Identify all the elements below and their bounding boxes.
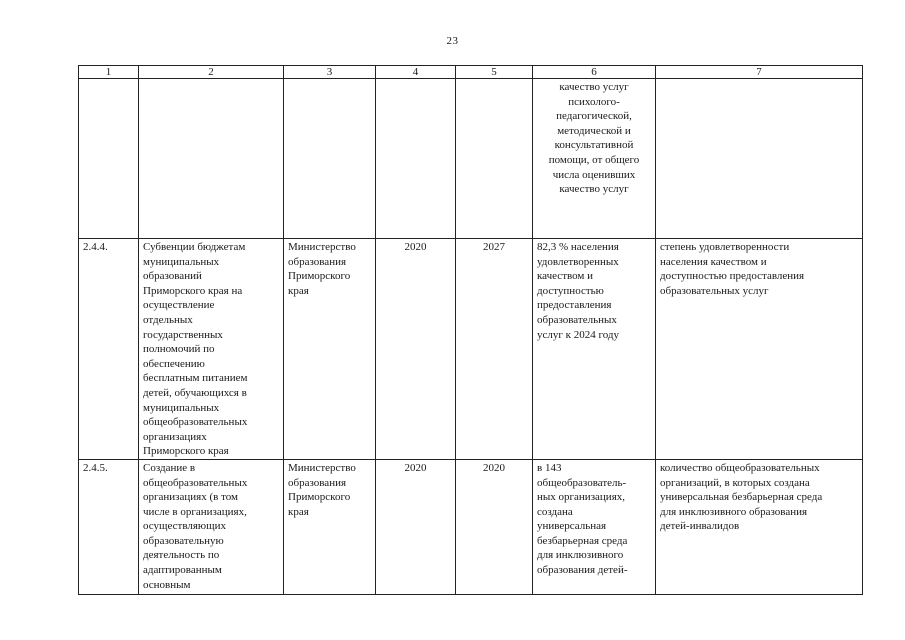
column-header: 4 <box>376 66 456 79</box>
cell-executor: Министерство образования Приморского края <box>284 239 376 460</box>
program-measures-table <box>78 65 863 595</box>
page-number: 23 <box>446 35 459 47</box>
column-header: 6 <box>533 66 656 79</box>
column-header: 2 <box>139 66 284 79</box>
cell-measure-name <box>139 79 284 239</box>
cell-executor <box>284 79 376 239</box>
column-header: 5 <box>456 66 533 79</box>
cell-measure-name: Создание в общеобразовательных организациях (в том числе в организациях, осуществляющих образовательную деятельность по адаптированным основным <box>139 459 284 594</box>
column-header: 1 <box>79 66 139 79</box>
cell-measure-name: Субвенции бюджетам муниципальных образований Приморского края на осуществление отдельных государственных полномочий по обеспечению бесплатным питанием детей, обучающихся в муниципальных общеобразовательных организациях Приморского края <box>139 239 284 460</box>
column-header: 7 <box>656 66 863 79</box>
cell-end-year: 2020 <box>456 459 533 594</box>
cell-end-year <box>456 79 533 239</box>
cell-code <box>79 79 139 239</box>
cell-indicator: количество общеобразовательных организаций, в которых создана универсальная безбарьерная среда для инклюзивного образования детей-инвалидов <box>656 459 863 594</box>
table-row <box>79 79 863 239</box>
cell-indicator: степень удовлетворенности населения качеством и доступностью предоставления образовательных услуг <box>656 239 863 460</box>
column-header: 3 <box>284 66 376 79</box>
cell-expected-result: 82,3 % населения удовлетворенных качеством и доступностью предоставления образовательных услуг к 2024 году <box>533 239 656 460</box>
cell-code: 2.4.4. <box>79 239 139 460</box>
table-header-row <box>79 66 863 79</box>
cell-expected-result: качество услуг психолого- педагогической, методической и консультативной помощи, от общего числа оценивших качество услуг <box>533 79 656 239</box>
table-row <box>79 459 863 594</box>
cell-start-year <box>376 79 456 239</box>
cell-indicator <box>656 79 863 239</box>
cell-start-year: 2020 <box>376 239 456 460</box>
cell-start-year: 2020 <box>376 459 456 594</box>
cell-executor: Министерство образования Приморского края <box>284 459 376 594</box>
cell-code: 2.4.5. <box>79 459 139 594</box>
cell-end-year: 2027 <box>456 239 533 460</box>
cell-expected-result: в 143 общеобразователь- ных организациях, создана универсальная безбарьерная среда для инклюзивного образования детей- <box>533 459 656 594</box>
table-row <box>79 239 863 460</box>
